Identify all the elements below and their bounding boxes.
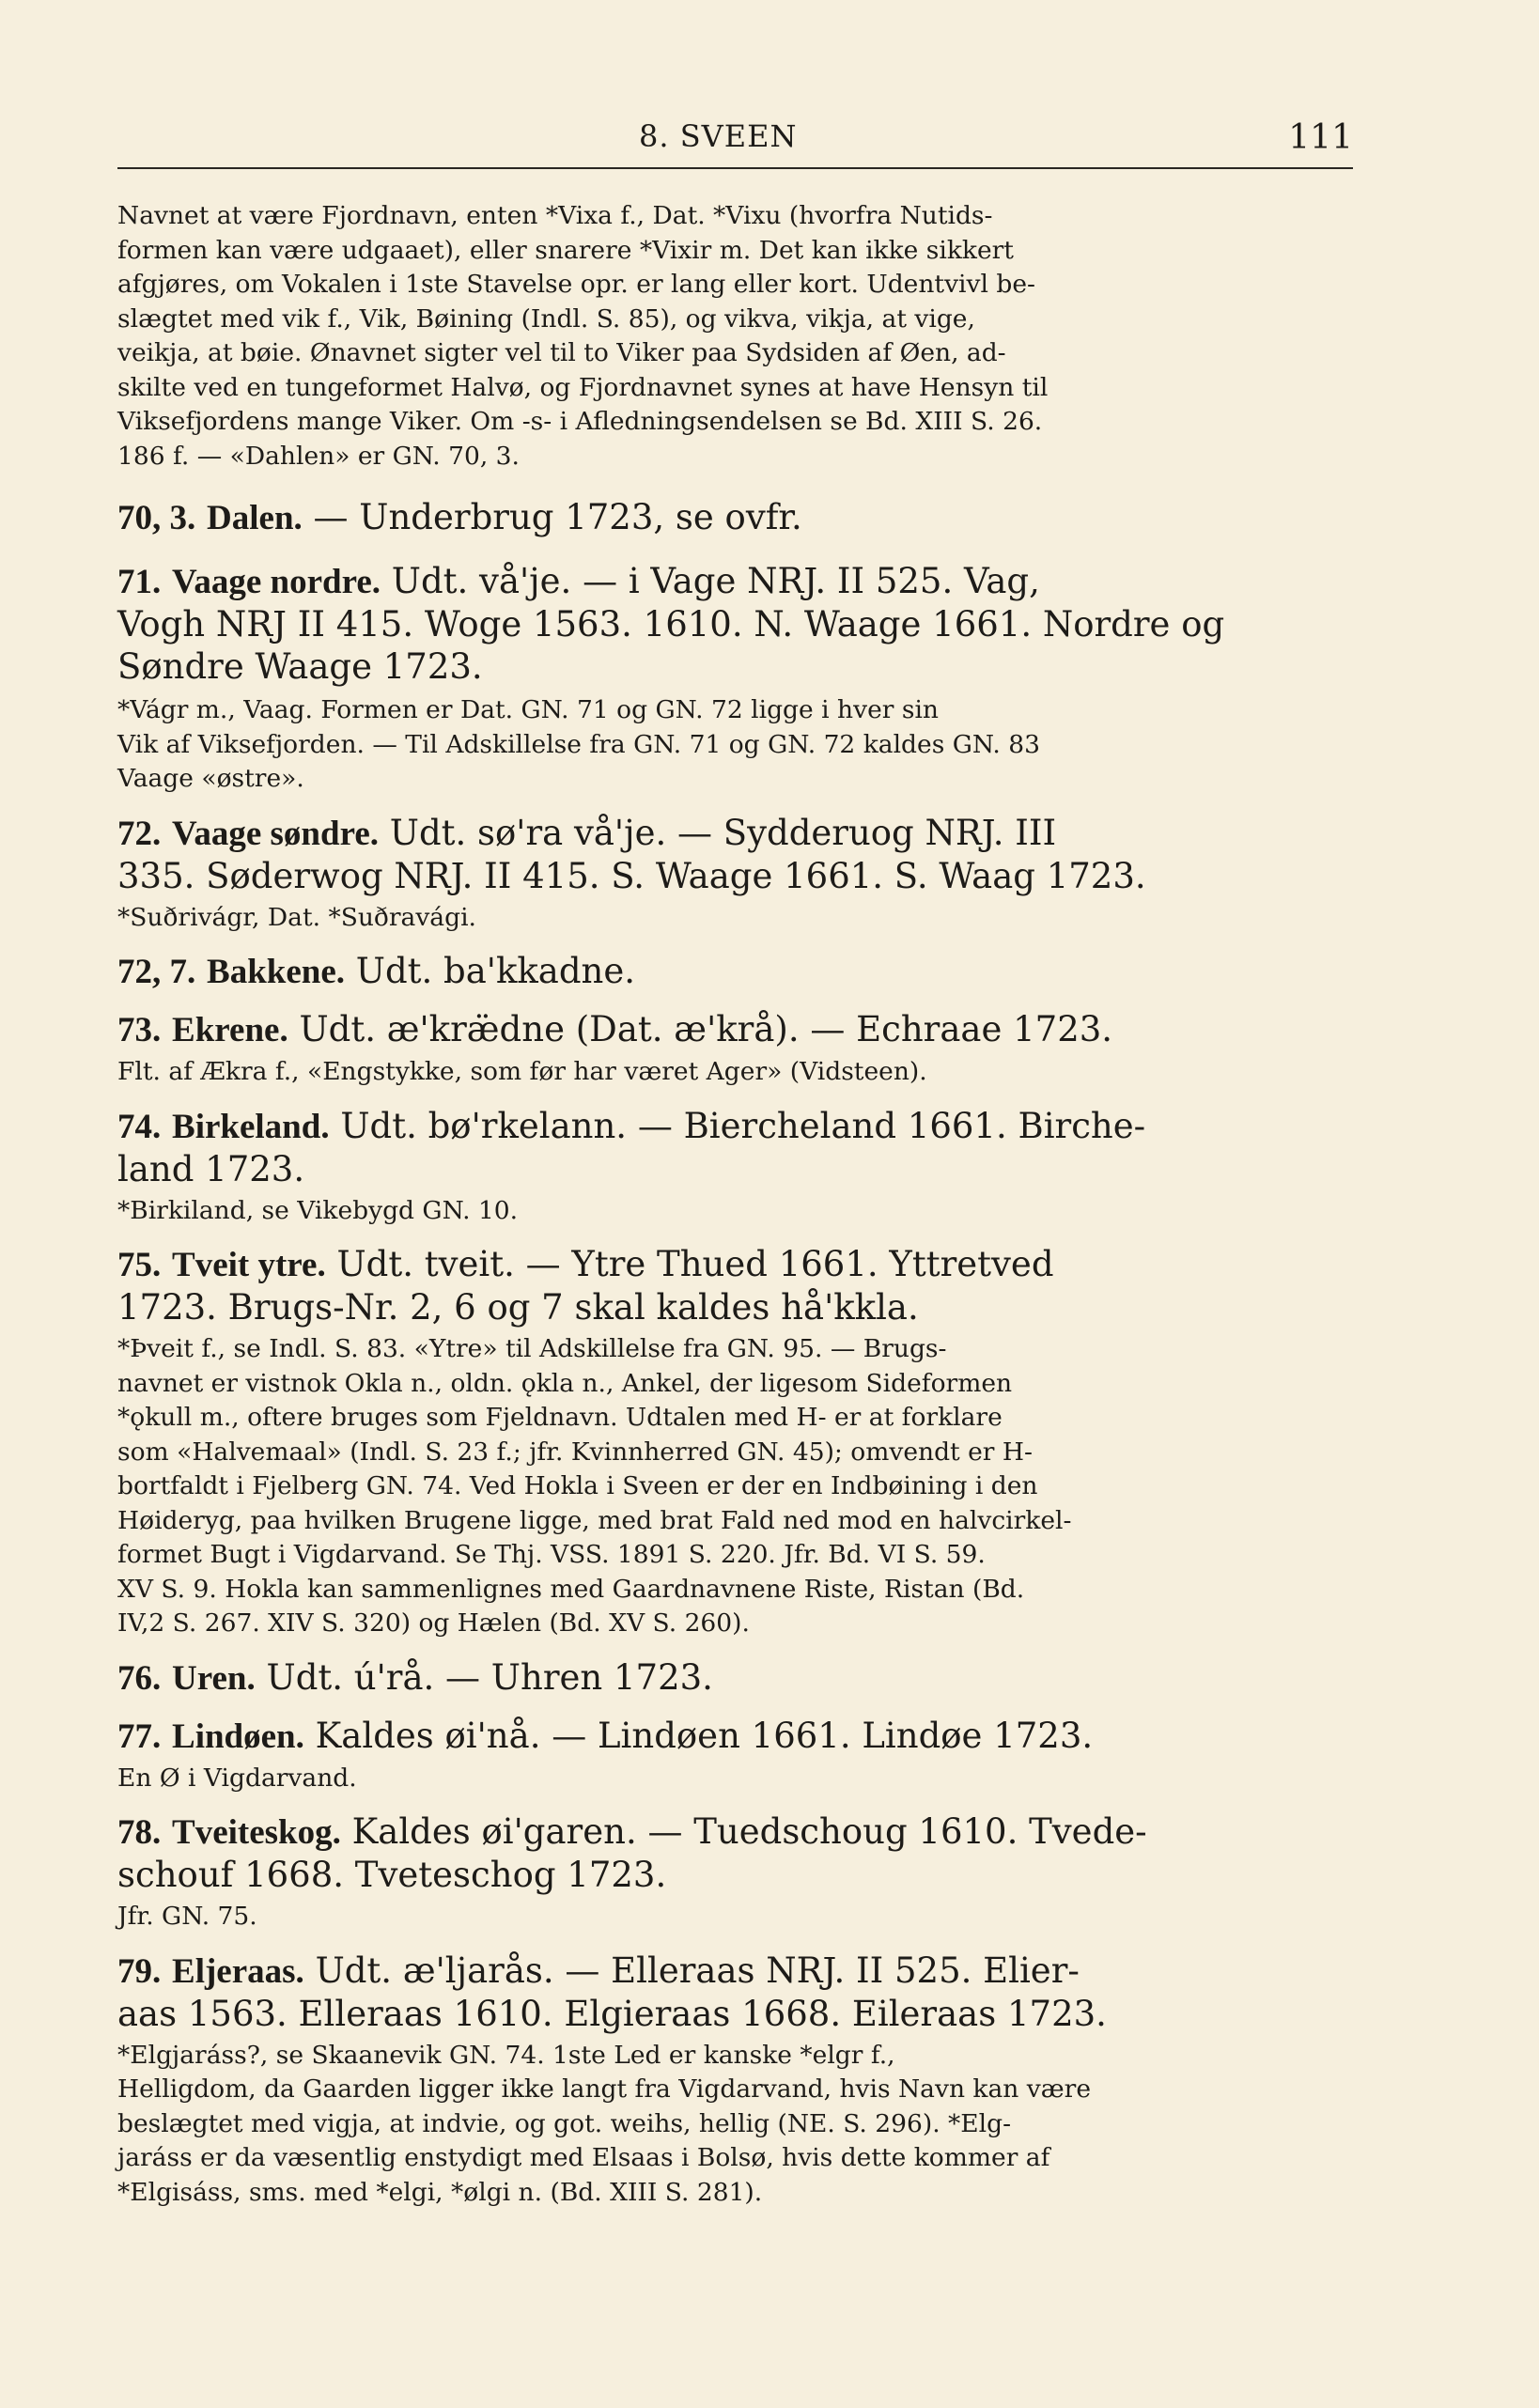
entry-70-3 [117,496,1354,539]
entry-note: som «Halvemaal» (Indl. S. 23 f.; jfr. Kvinnherred GN. 45); omvendt er H- [117,1437,1033,1467]
entry-note: XV S. 9. Hokla kan sammenlignes med Gaardnavnene Riste, Ristan (Bd. [117,1574,1025,1604]
entry-75 [117,1243,1354,1641]
entry-text: Udt. bø'rkelann. — Biercheland 1661. Birche- [340,1105,1146,1146]
entry-text: Søndre Waage 1723. [117,646,483,687]
entry-text: Udt. vå'je. — i Vage NRJ. II 525. Vag, [391,561,1040,601]
entry-name: Ekrene. [172,1011,288,1049]
entry-number: 75. [117,1246,162,1284]
intro-line: 186 f. — «Dahlen» er GN. 70, 3. [117,441,520,471]
intro-line: slægtet med vik f., Vik, Bøining (Indl. S. 85), og vikva, vikja, at vige, [117,303,975,334]
entry-79 [117,1950,1354,2211]
entry-name: Vaage søndre. [172,814,379,853]
intro-line: formen kan være udgaaet), eller snarere *Vixir m. Det kan ikke sikkert [117,235,1014,265]
entry-name: Lindøen. [172,1717,304,1756]
entry-number: 78. [117,1813,162,1852]
intro-line: afgjøres, om Vokalen i 1ste Stavelse opr. er lang eller kort. Udentvivl be- [117,270,1035,299]
entry-text: 1723. Brugs-Nr. 2, 6 og 7 skal kaldes hå'kkla. [117,1287,919,1328]
entry-note: En Ø i Vigdarvand. [117,1763,357,1793]
entry-text: Udt. sø'ra vå'je. — Sydderuog NRJ. III [389,812,1057,853]
page-number: 111 [1288,118,1353,157]
entry-name: Vaage nordre. [172,563,381,601]
intro-line: Navnet at være Fjordnavn, enten *Vixa f., Dat. *Vixu (hvorfra Nutids- [117,201,993,230]
entry-text: Udt. tveit. — Ytre Thued 1661. Yttretved [336,1244,1054,1284]
entry-name: Bakkene. [207,953,346,991]
entry-77 [117,1715,1354,1796]
entry-name: Dalen. [207,499,303,537]
entry-note: beslægtet med vigja, at indvie, og got. weihs, hellig (NE. S. 296). *Elg- [117,2108,1012,2138]
entry-text: Kaldes øi'garen. — Tuedschoug 1610. Tvede- [351,1811,1147,1852]
entry-note: Jfr. GN. 75. [117,1902,257,1931]
entry-note: Flt. af Ækra f., «Engstykke, som før har været Ager» (Vidsteen). [117,1057,927,1086]
entry-note: *Birkiland, se Vikebygd GN. 10. [117,1195,519,1225]
entry-number: 76. [117,1658,162,1698]
intro-line: Viksefjordens mange Viker. Om -s- i Afledningsendelsen se Bd. XIII S. 26. [117,407,1043,436]
entry-text: — Underbrug 1723, se ovfr. [313,497,802,537]
entry-number: 71. [117,563,162,601]
entry-name: Tveiteskog. [172,1813,341,1852]
entry-text: Vogh NRJ II 415. Woge 1563. 1610. N. Waage 1661. Nordre og [117,604,1225,645]
entry-text: Udt. ú'rå. — Uhren 1723. [266,1656,713,1698]
entry-note: *ǫkull m., oftere bruges som Fjeldnavn. Udtalen med H- er at forklare [117,1403,1003,1432]
page-body [117,199,1354,2210]
entry-note: navnet er vistnok Okla n., oldn. ǫkla n., Ankel, der ligesom Sideformen [117,1368,1013,1398]
entry-number: 74. [117,1107,162,1146]
entry-text: 335. Søderwog NRJ. II 415. S. Waage 1661. S. Waag 1723. [117,855,1146,896]
entry-note: *Suðrivágr, Dat. *Suðravági. [117,902,476,932]
entry-note: Vaage «østre». [117,764,304,793]
entry-note: Høideryg, paa hvilken Brugene ligge, med brat Fald ned mod en halvcirkel- [117,1505,1072,1535]
entry-note: formet Bugt i Vigdarvand. Se Thj. VSS. 1891 S. 220. Jfr. Bd. VI S. 59. [117,1540,986,1569]
entry-number: 79. [117,1951,162,1991]
running-title: 8. SVEEN [639,118,798,154]
entry-text: land 1723. [117,1148,305,1189]
entry-76 [117,1656,1354,1700]
entry-text: schouf 1668. Tveteschog 1723. [117,1855,667,1895]
entry-72-7 [117,950,1354,993]
entry-name: Eljeraas. [172,1951,304,1991]
entry-name: Tveit ytre. [172,1246,326,1284]
entry-name: Birkeland. [172,1107,330,1146]
entry-note: *Þveit f., se Indl. S. 83. «Ytre» til Adskillelse fra GN. 95. — Brugs- [117,1334,947,1363]
entry-text: Kaldes øi'nå. — Lindøen 1661. Lindøe 1723. [315,1715,1094,1756]
entry-note: *Elgisáss, sms. med *elgi, *ølgi n. (Bd. XIII S. 281). [117,2177,763,2207]
entry-text: aas 1563. Elleraas 1610. Elgieraas 1668. Eileraas 1723. [117,1993,1107,2034]
entry-number: 73. [117,1011,162,1049]
entry-number: 72, 7. [117,953,196,991]
entry-72 [117,812,1354,936]
entry-note: *Vágr m., Vaag. Formen er Dat. GN. 71 og GN. 72 ligge i hver sin [117,695,939,724]
entry-71 [117,560,1354,797]
entry-text: Udt. æ'kræ̈dne (Dat. æ'krå). — Echraae 1723. [299,1009,1113,1049]
entry-name: Uren. [172,1658,256,1698]
entry-78 [117,1810,1354,1934]
intro-line: skilte ved en tungeformet Halvø, og Fjordnavnet synes at have Hensyn til [117,372,1049,402]
entry-number: 77. [117,1717,162,1756]
entry-note: jaráss er da væsentlig enstydigt med Elsaas i Bolsø, hvis dette kommer af [117,2143,1050,2172]
entry-number: 70, 3. [117,499,196,537]
entry-text: Udt. ba'kkadne. [355,951,636,991]
entry-note: Vik af Viksefjorden. — Til Adskillelse fra GN. 71 og GN. 72 kaldes GN. 83 [117,729,1040,759]
entry-73 [117,1008,1354,1090]
entry-number: 72. [117,814,162,853]
entry-note: IV,2 S. 267. XIV S. 320) og Hælen (Bd. XV S. 260). [117,1608,750,1638]
entry-note: Helligdom, da Gaarden ligger ikke langt fra Vigdarvand, hvis Navn kan være [117,2074,1092,2104]
entry-note: bortfaldt i Fjelberg GN. 74. Ved Hokla i Sveen er der en Indbøining i den [117,1471,1038,1500]
intro-paragraph [117,199,1354,474]
entry-note: *Elgjaráss?, se Skaanevik GN. 74. 1ste Led er kanske *elgr f., [117,2040,895,2070]
page-header [117,118,1353,169]
entry-74 [117,1105,1354,1229]
entry-text: Udt. æ'ljarås. — Elleraas NRJ. II 525. Elier- [315,1950,1080,1991]
intro-line: veikja, at bøie. Ønavnet sigter vel til to Viker paa Sydsiden af Øen, ad- [117,338,1006,367]
